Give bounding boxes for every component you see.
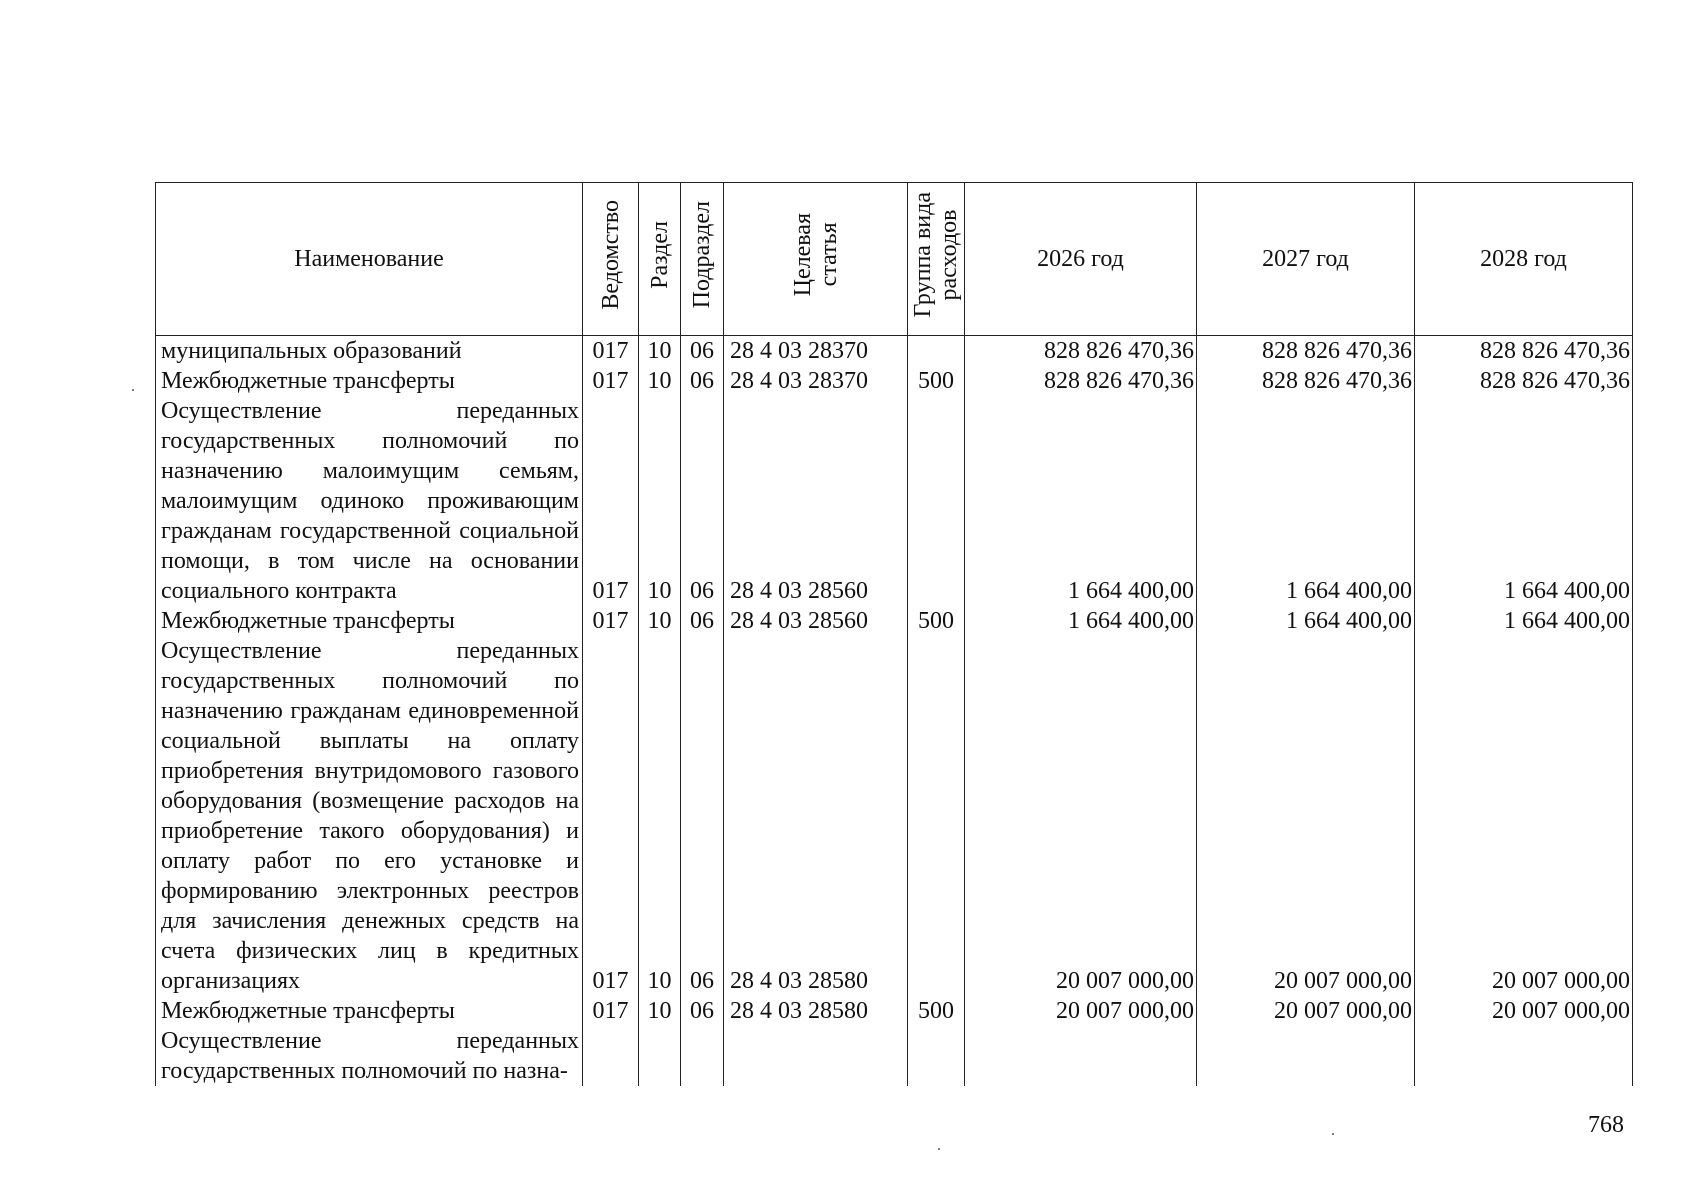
cell-vedomstvo: 017 bbox=[583, 996, 639, 1026]
header-year-2027: 2027 год bbox=[1197, 183, 1415, 336]
table-header bbox=[156, 183, 1633, 336]
cell-year-2028: 828 826 470,36 bbox=[1415, 366, 1633, 396]
cell-year-2027: 828 826 470,36 bbox=[1197, 366, 1415, 396]
cell-year-2027: 20 007 000,00 bbox=[1197, 636, 1415, 996]
cell-razdel: 10 bbox=[639, 366, 681, 396]
cell-podrazdel: 06 bbox=[681, 336, 724, 367]
cell-celevaya-statya bbox=[724, 1026, 908, 1086]
table-row bbox=[156, 636, 1633, 996]
cell-gruppa-vida-rashodov: 500 bbox=[908, 606, 965, 636]
cell-celevaya-statya: 28 4 03 28370 bbox=[724, 336, 908, 367]
cell-celevaya-statya: 28 4 03 28560 bbox=[724, 606, 908, 636]
cell-vedomstvo: 017 bbox=[583, 366, 639, 396]
cell-celevaya-statya: 28 4 03 28580 bbox=[724, 636, 908, 996]
header-podrazdel: Подраздел bbox=[681, 183, 724, 336]
budget-table bbox=[155, 182, 1633, 1086]
cell-podrazdel: 06 bbox=[681, 636, 724, 996]
cell-razdel: 10 bbox=[639, 396, 681, 606]
cell-name: Межбюджетные трансферты bbox=[156, 996, 583, 1026]
cell-year-2026: 20 007 000,00 bbox=[965, 636, 1197, 996]
cell-celevaya-statya: 28 4 03 28370 bbox=[724, 366, 908, 396]
cell-gruppa-vida-rashodov bbox=[908, 396, 965, 606]
cell-year-2026: 828 826 470,36 bbox=[965, 336, 1197, 367]
header-gruppa-vida-rashodov: Группа вида расходов bbox=[908, 183, 965, 336]
page-number: 768 bbox=[1588, 1112, 1624, 1138]
cell-year-2026: 20 007 000,00 bbox=[965, 996, 1197, 1026]
scan-speck bbox=[132, 389, 134, 391]
header-celevaya-statya: Целевая статья bbox=[724, 183, 908, 336]
cell-vedomstvo: 017 bbox=[583, 606, 639, 636]
cell-podrazdel: 06 bbox=[681, 606, 724, 636]
cell-vedomstvo: 017 bbox=[583, 636, 639, 996]
cell-year-2026: 1 664 400,00 bbox=[965, 396, 1197, 606]
cell-name: Осуществление переданных государственных полномочий по назна- bbox=[156, 1026, 583, 1086]
cell-podrazdel: 06 bbox=[681, 396, 724, 606]
table-row bbox=[156, 606, 1633, 636]
cell-year-2028: 1 664 400,00 bbox=[1415, 396, 1633, 606]
cell-gruppa-vida-rashodov bbox=[908, 336, 965, 367]
cell-podrazdel bbox=[681, 1026, 724, 1086]
cell-year-2026: 1 664 400,00 bbox=[965, 606, 1197, 636]
table-body bbox=[156, 336, 1633, 1087]
scan-speck bbox=[938, 1148, 940, 1150]
cell-podrazdel: 06 bbox=[681, 996, 724, 1026]
cell-name: Осуществление переданных государственных полномочий по назначению гражданам единовременной социальной выплаты на оплату приобретения внутридомового газового оборудования (возмещение расходов на приобретение такого оборудования) и оплату работ по его установке и формированию электронных реестров для зачисления денежных средств на счета физических лиц в кредитных организациях bbox=[156, 636, 583, 996]
cell-year-2027: 20 007 000,00 bbox=[1197, 996, 1415, 1026]
cell-year-2028: 20 007 000,00 bbox=[1415, 636, 1633, 996]
cell-year-2027: 1 664 400,00 bbox=[1197, 396, 1415, 606]
cell-year-2028: 20 007 000,00 bbox=[1415, 996, 1633, 1026]
cell-gruppa-vida-rashodov: 500 bbox=[908, 366, 965, 396]
table-row bbox=[156, 396, 1633, 606]
cell-vedomstvo: 017 bbox=[583, 336, 639, 367]
cell-year-2026: 828 826 470,36 bbox=[965, 366, 1197, 396]
cell-podrazdel: 06 bbox=[681, 366, 724, 396]
table-row bbox=[156, 1026, 1633, 1086]
cell-year-2027: 1 664 400,00 bbox=[1197, 606, 1415, 636]
table-row bbox=[156, 996, 1633, 1026]
table-row bbox=[156, 366, 1633, 396]
cell-razdel bbox=[639, 1026, 681, 1086]
cell-vedomstvo: 017 bbox=[583, 396, 639, 606]
cell-celevaya-statya: 28 4 03 28560 bbox=[724, 396, 908, 606]
cell-gruppa-vida-rashodov bbox=[908, 1026, 965, 1086]
cell-year-2028: 1 664 400,00 bbox=[1415, 606, 1633, 636]
cell-name: муниципальных образований bbox=[156, 336, 583, 367]
header-year-2026: 2026 год bbox=[965, 183, 1197, 336]
cell-year-2028: 828 826 470,36 bbox=[1415, 336, 1633, 367]
cell-name: Межбюджетные трансферты bbox=[156, 366, 583, 396]
scan-speck bbox=[1332, 1133, 1334, 1135]
cell-razdel: 10 bbox=[639, 636, 681, 996]
cell-gruppa-vida-rashodov bbox=[908, 636, 965, 996]
header-year-2028: 2028 год bbox=[1415, 183, 1633, 336]
cell-year-2027 bbox=[1197, 1026, 1415, 1086]
header-name: Наименование bbox=[156, 183, 583, 336]
cell-razdel: 10 bbox=[639, 996, 681, 1026]
cell-celevaya-statya: 28 4 03 28580 bbox=[724, 996, 908, 1026]
cell-gruppa-vida-rashodov: 500 bbox=[908, 996, 965, 1026]
cell-razdel: 10 bbox=[639, 606, 681, 636]
header-razdel: Раздел bbox=[639, 183, 681, 336]
cell-vedomstvo bbox=[583, 1026, 639, 1086]
cell-year-2026 bbox=[965, 1026, 1197, 1086]
cell-razdel: 10 bbox=[639, 336, 681, 367]
cell-year-2028 bbox=[1415, 1026, 1633, 1086]
cell-name: Межбюджетные трансферты bbox=[156, 606, 583, 636]
table-row bbox=[156, 336, 1633, 367]
header-vedomstvo: Ведомство bbox=[583, 183, 639, 336]
cell-year-2027: 828 826 470,36 bbox=[1197, 336, 1415, 367]
cell-name: Осуществление переданных государственных полномочий по назначению малоимущим семьям, малоимущим одиноко проживающим гражданам государственной социальной помощи, в том числе на основании социального контракта bbox=[156, 396, 583, 606]
